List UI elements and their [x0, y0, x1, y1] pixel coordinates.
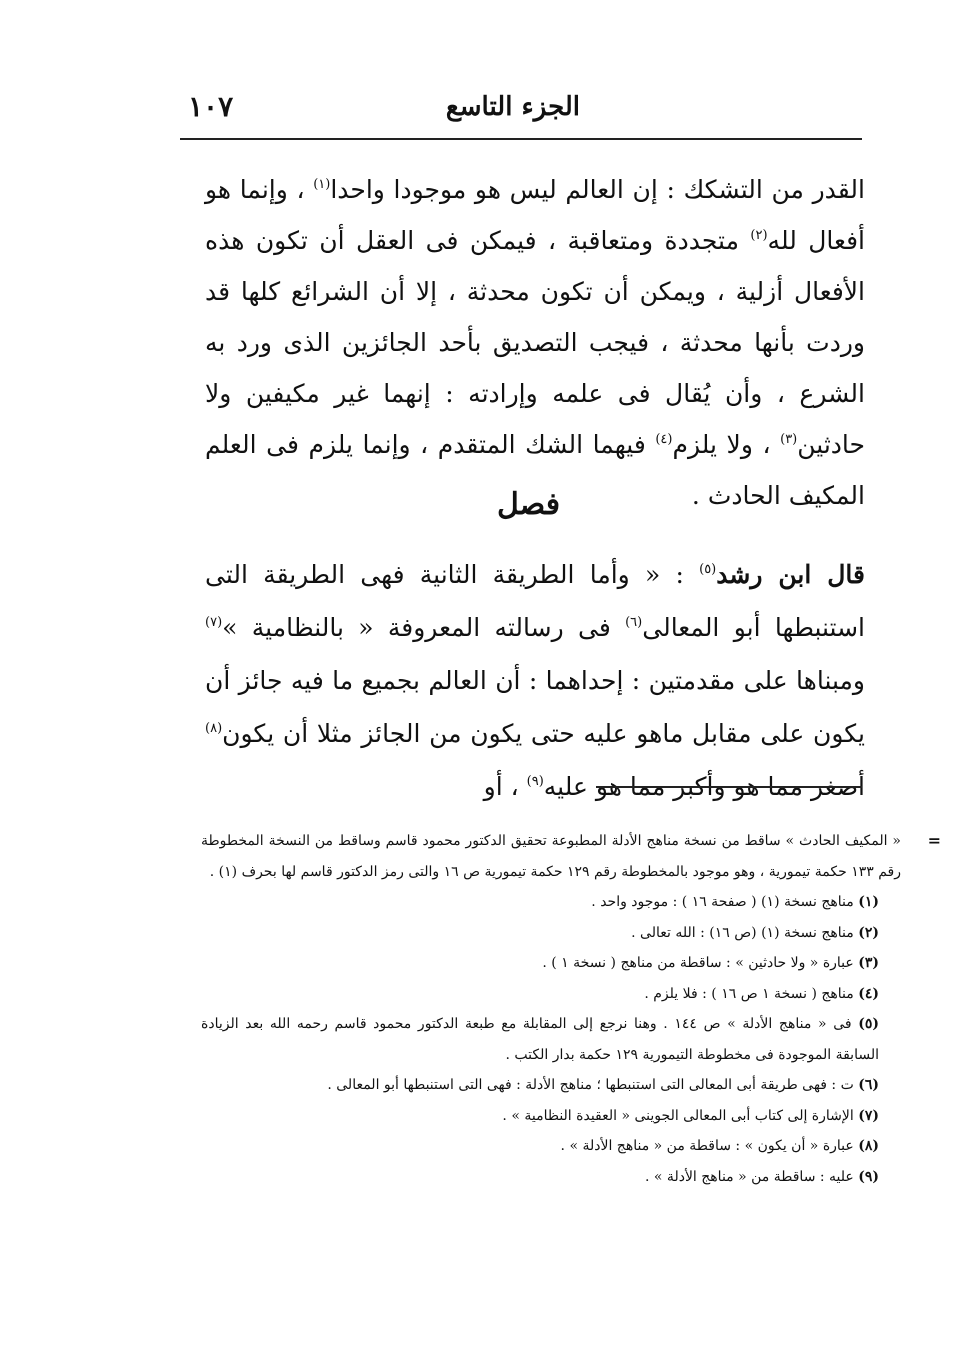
body-text-segment: القدر من التشكك : إن العالم ليس هو موجودا واحدا	[330, 175, 865, 204]
footnote-text: عبارة « أن يكون » : ساقطة من « مناهج الأدلة » .	[560, 1138, 859, 1154]
footnote-text: ت : فهى طريقة أبى المعالى التى استنبطها ؛ مناهج الأدلة : فهى التى استنبطها أبو المعالى .	[327, 1077, 859, 1093]
footnote-text: فى « مناهج الأدلة » ص ١٤٤ . وهنا نرجع إلى المقابلة مع طبعة الدكتور محمود قاسم رحمه الله بعد الزيادة السابقة الموجودة فى مخطوطة التيمورية ١٢٩ حكمة بدار الكتب .	[201, 1016, 879, 1063]
footnote-item	[201, 887, 901, 918]
footnote-text: مناهج نسخة (١) ( صفحة ١٦ ) : موجود واحد .	[591, 894, 859, 910]
footnote-item	[201, 1070, 901, 1101]
running-header-title: الجزء التاسع	[445, 92, 580, 122]
footnote-number: (١)	[858, 894, 879, 910]
body-text-segment: متجددة ومتعاقبة ، فيمكن فى العقل أن تكون هذه الأفعال أزلية ، ويمكن أن تكون محدثة ، إلا أن الشرائع كلها قد وردت بأنها محدثة ، فيجب التصديق بأحد الجائزين الذى ورد به الشرع ، وأن يُقال فى علمه وإرادته : إنهما غير مكيفين ولا حادثين	[205, 226, 865, 459]
footnote-ref-5[interactable]: (٥)	[699, 562, 717, 577]
header-rule	[180, 138, 862, 140]
footnote-text: مناهج ( نسخة ١ ص ١٦ ) : فلا يلزم .	[644, 985, 859, 1002]
quote-text-segment: أصغر مما هو وأكبر مما هو عليه	[543, 772, 865, 801]
main-paragraph	[205, 164, 865, 521]
section-heading	[0, 487, 957, 522]
continuation-marker: =	[927, 831, 941, 850]
quote-text-segment: فى رسالته المعروفة « بالنظامية »	[222, 613, 626, 642]
footnote-item	[201, 979, 901, 1010]
footnote-item	[201, 948, 901, 979]
footnote-number: (٩)	[858, 1168, 879, 1185]
page-number: ١٠٧	[188, 90, 234, 123]
footnote-number: (٥)	[858, 1016, 880, 1032]
footnote-number: (٣)	[858, 955, 879, 971]
footnote-ref-8[interactable]: (٨)	[205, 721, 223, 736]
footnote-text: عليه : ساقطة من « مناهج الأدلة » .	[645, 1168, 859, 1185]
footnote-number: (٢)	[858, 924, 879, 941]
footnote-continuation-text: « المكيف الحادث » ساقط من نسخة مناهج الأدلة المطبوعة تحقيق الدكتور محمود قاسم وساقط من النسخة المخطوطة رقم ١٣٣ حكمة تيمورية ، وهو موجود بالمخطوطة رقم ١٢٩ حكمة تيمورية ص ١٦ والتى رمز الدكتور قاسم لها بحرف (١) .	[201, 833, 901, 880]
section-heading-text: فصل	[496, 487, 561, 522]
footnote-item	[201, 918, 901, 949]
footnote-continuation	[201, 826, 941, 887]
footnote-text: الإشارة إلى كتاب أبى المعالى الجوينى « العقيدة النظامية » .	[502, 1107, 859, 1124]
footnote-text: مناهج نسخة (١) (ص ١٦) : الله تعالى .	[631, 924, 859, 941]
footnote-number: (٧)	[858, 1107, 879, 1124]
footnote-number: (٤)	[858, 985, 879, 1002]
footnote-number: (٦)	[858, 1077, 879, 1093]
footnote-item	[201, 1131, 901, 1162]
footnote-number: (٨)	[858, 1138, 879, 1154]
footnote-ref-3[interactable]: (٣)	[780, 432, 798, 447]
footnote-item	[201, 1009, 901, 1070]
body-text-segment: فيهما الشك المتقدم ، وإنما يلزم فى العلم المكيف الحادث .	[205, 430, 865, 510]
speaker-name: قال ابن رشد	[716, 560, 866, 589]
footnote-ref-6[interactable]: (٦)	[625, 615, 643, 630]
quote-text-segment: ومبناها على مقدمتين : إحداهما : أن العالم بجميع ما فيه جائز أن يكون على مقابل ماهو عليه حتى يكون من الجائز مثلا أن يكون	[205, 666, 865, 748]
body-text-segment: ، وإنما هو أفعال لله	[205, 175, 866, 255]
footnote-ref-7[interactable]: (٧)	[205, 615, 223, 630]
quote-text-segment: : « وأما الطريقة الثانية فهى الطريقة التى استنبطها أبو المعالى	[205, 560, 865, 642]
footnote-item	[201, 1101, 901, 1132]
quote-text-segment: ، أو	[483, 772, 527, 801]
footnote-item	[201, 1162, 901, 1193]
body-text-segment: ، ولا يلزم	[672, 430, 781, 459]
footnote-text: عبارة « ولا حادثين » : ساقطة من مناهج ( نسخة ١ ) .	[542, 955, 859, 971]
footnote-ref-9[interactable]: (٩)	[526, 774, 544, 789]
footnotes	[201, 826, 941, 1192]
footnote-separator	[596, 786, 862, 788]
footnote-ref-1[interactable]: (١)	[313, 177, 331, 192]
footnote-ref-4[interactable]: (٤)	[655, 432, 673, 447]
running-header	[180, 92, 862, 132]
quoted-paragraph	[205, 548, 865, 813]
footnote-ref-2[interactable]: (٢)	[750, 228, 768, 243]
